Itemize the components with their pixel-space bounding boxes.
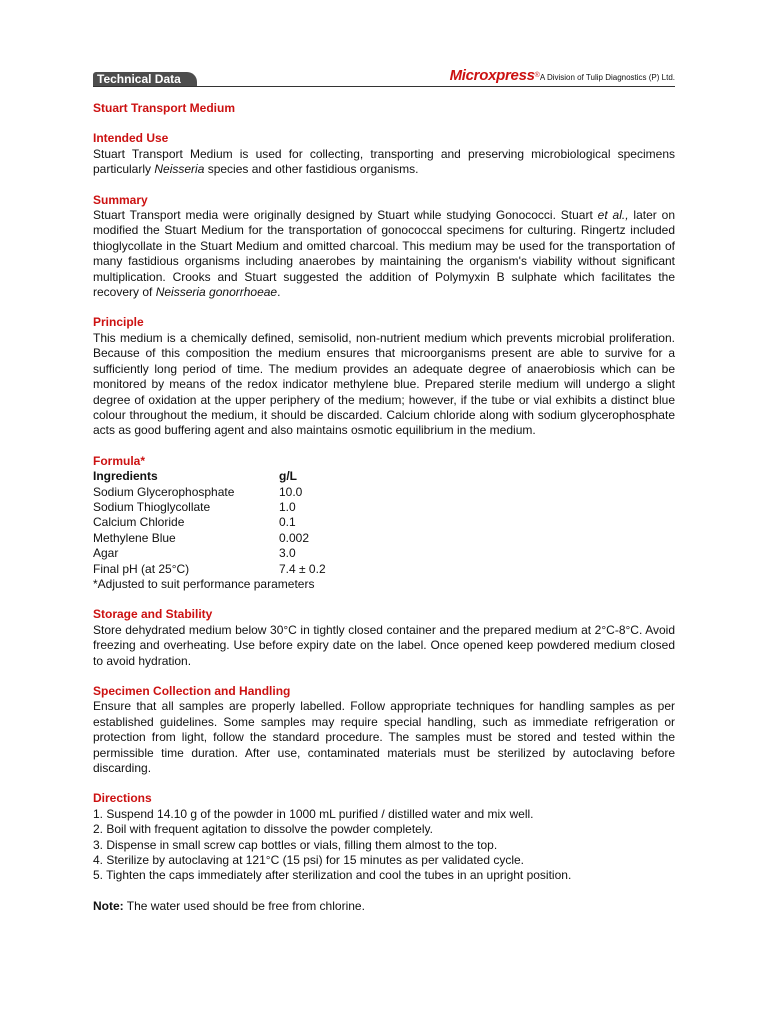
ingredients-column-header: Ingredients	[93, 469, 158, 484]
document-header	[93, 68, 675, 88]
ingredient-value: 0.002	[279, 530, 310, 545]
intended-use-heading: Intended Use	[93, 131, 169, 146]
formula-row	[93, 562, 675, 577]
directions-list	[93, 807, 675, 884]
storage-text: Store dehydrated medium below 30°C in tightly closed container and the prepared medium at 2°C-8°C. Avoid freezing and overheating. Use before expiry date on the label. Once opened keep powdered medium closed to avoid hydration.	[93, 622, 675, 668]
intended-use-text: Stuart Transport Medium is used for collecting, transporting and preserving microbiological specimens particularly Neisseria species and other fastidious organisms.	[93, 146, 675, 177]
formula-heading: Formula*	[93, 453, 146, 468]
brand-tagline: A Division of Tulip Diagnostics (P) Ltd.	[539, 73, 675, 82]
ingredient-name: Agar	[93, 546, 119, 561]
specimen-text: Ensure that all samples are properly labelled. Follow appropriate techniques for handling samples as per established guidelines. Some samples may require special handling, such as immediate refrigeration or protection from light, follow the standard procedure. The samples must be stored and tested within the permissible time duration. After use, contaminated materials must be sterilized by autoclaving before discarding.	[93, 699, 675, 776]
specimen-heading: Specimen Collection and Handling	[93, 684, 291, 698]
direction-step: 3. Dispense in small screw cap bottles or vials, filling them almost to the top.	[93, 837, 498, 852]
storage-heading: Storage and Stability	[93, 607, 213, 622]
direction-step: 1. Suspend 14.10 g of the powder in 1000 mL purified / distilled water and mix well.	[93, 806, 534, 821]
formula-header-row	[93, 469, 675, 484]
ingredient-value: 3.0	[279, 546, 296, 561]
formula-row	[93, 515, 675, 530]
brand-registered-mark: ®	[534, 72, 540, 79]
summary-text: Stuart Transport media were originally designed by Stuart while studying Gonococci. Stuart et al., later on modified the Stuart Medium for the transportation of gonococcal specimens for culturing. Ringertz included thioglycollate in the Stuart Medium and omitted charcoal. This medium may be used for the transportation of many fastidious organisms including anaerobes by maintaining the organism's viability without significant multiplication. Crooks and Stuart suggested the addition of Polymyxin B sulphate which facilitates the recovery of Neisseria gonorrhoeae.	[93, 208, 675, 300]
ingredient-value: 10.0	[279, 484, 303, 499]
note-label: Note:	[93, 898, 124, 913]
page-title: Stuart Transport Medium	[93, 101, 236, 115]
brand-name: Microxpress	[449, 67, 535, 84]
principle-heading: Principle	[93, 315, 144, 330]
ingredient-name: Sodium Thioglycollate	[93, 499, 211, 514]
note-text: The water used should be free from chlorine.	[123, 898, 365, 913]
technical-data-tab: Technical Data	[93, 72, 197, 87]
ingredient-value: 7.4 ± 0.2	[279, 561, 326, 576]
direction-step: 2. Boil with frequent agitation to dissolve the powder completely.	[93, 822, 433, 837]
formula-row	[93, 500, 675, 515]
summary-heading: Summary	[93, 192, 148, 207]
formula-footnote: *Adjusted to suit performance parameters	[93, 576, 315, 591]
ingredient-name: Final pH (at 25°C)	[93, 561, 190, 576]
principle-text: This medium is a chemically defined, semisolid, non-nutrient medium which prevents microbial proliferation. Because of this composition the medium ensures that microorganisms present are able to survive for a sufficiently long period of time. The medium provides an adequate degree of anaerobiosis which can be monitored by means of the redox indicator methylene blue. Prepared sterile medium will undergo a slight degree of oxidation at the upper periphery of the medium; however, if the tube or vial exhibits a distinct blue colour throughout the medium, it should be discarded. Calcium chloride along with sodium glycerophosphate acts as good buffering agent and also maintains osmotic equilibrium in the medium.	[93, 330, 675, 438]
directions-heading: Directions	[93, 791, 152, 806]
ingredient-value: 1.0	[279, 499, 296, 514]
direction-step: 4. Sterilize by autoclaving at 121°C (15 psi) for 15 minutes as per validated cycle.	[93, 853, 525, 868]
unit-column-header: g/L	[279, 469, 297, 484]
note	[93, 899, 675, 914]
formula-row	[93, 485, 675, 500]
header-rule	[93, 86, 675, 87]
formula-row	[93, 546, 675, 561]
ingredient-name: Sodium Glycerophosphate	[93, 484, 235, 499]
brand-logo	[450, 68, 675, 86]
formula-table	[93, 469, 675, 577]
ingredient-name: Methylene Blue	[93, 530, 176, 545]
ingredient-name: Calcium Chloride	[93, 515, 185, 530]
ingredient-value: 0.1	[279, 515, 296, 530]
direction-step: 5. Tighten the caps immediately after sterilization and cool the tubes in an upright position.	[93, 868, 572, 883]
document-body	[93, 101, 675, 914]
formula-row	[93, 531, 675, 546]
